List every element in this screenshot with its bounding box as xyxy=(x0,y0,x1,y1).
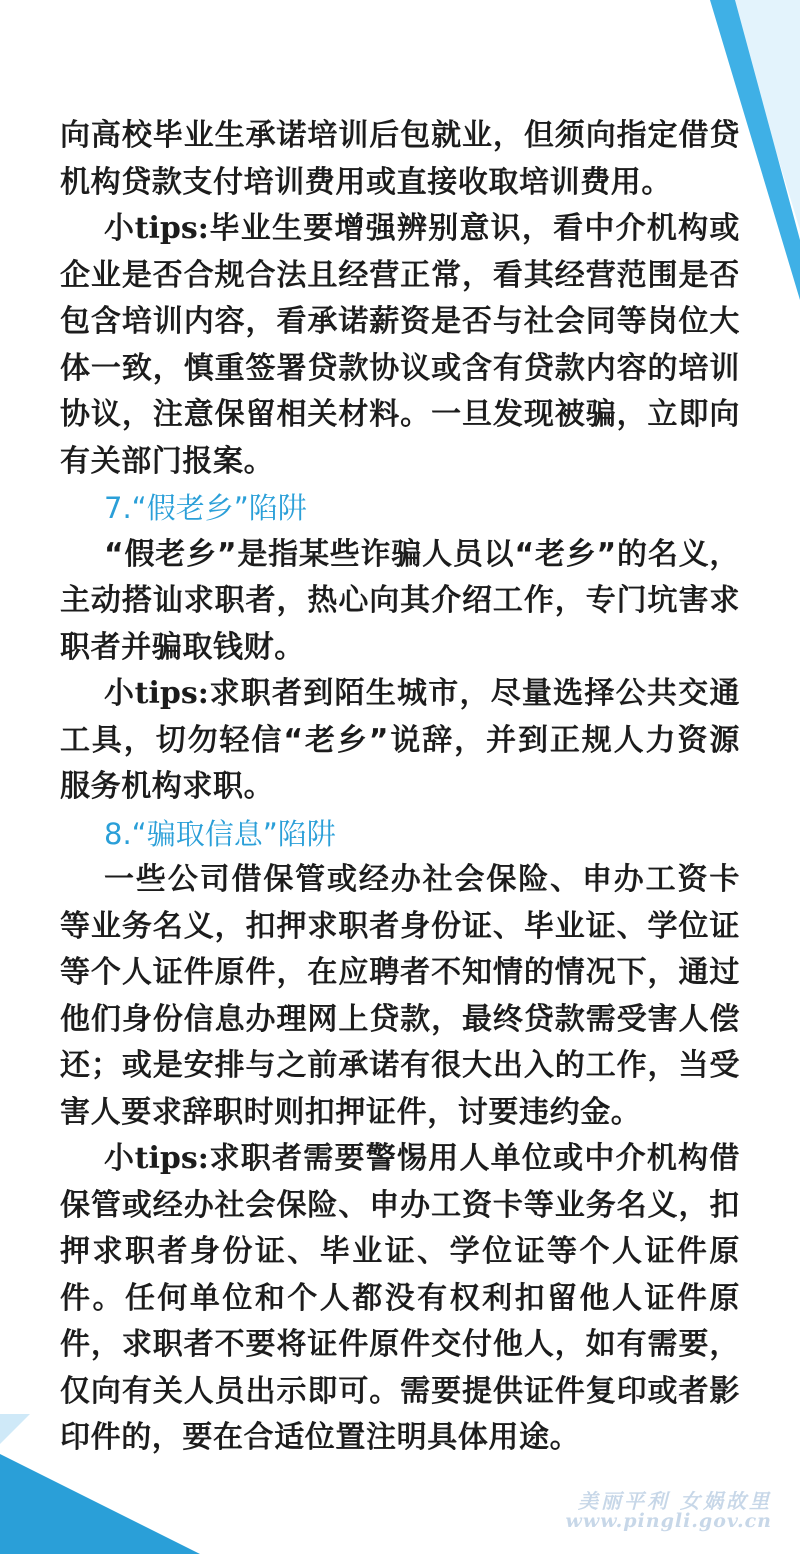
tip-label: 小tips: xyxy=(104,1141,209,1176)
bottom-left-light-band xyxy=(0,1414,30,1444)
bottom-left-stripe xyxy=(0,1454,200,1554)
site-watermark xyxy=(565,1491,772,1532)
paragraph-info-fraud: 一些公司借保管或经办社会保险、申办工资卡等业务名义，扣押求职者身份证、毕业证、学位证等个人证件原件，在应聘者不知情的情况下，通过他们身份信息办理网上贷款，最终贷款需受害人偿还；或是安排与之前承诺有很大出入的工作，当受害人要求辞职时则扣押证件，讨要违约金。 xyxy=(60,862,740,1130)
tip-label: 小tips: xyxy=(104,211,209,246)
tip-paragraph-3 xyxy=(60,1136,740,1462)
section-heading-7: 7.“假老乡”陷阱 xyxy=(104,491,307,525)
paragraph-fake-hometown: “假老乡”是指某些诈骗人员以“老乡”的名义，主动搭讪求职者，热心向其介绍工作，专门坑害求职者并骗取钱财。 xyxy=(60,536,740,665)
tip-paragraph-2 xyxy=(60,671,740,811)
tip-text: 毕业生要增强辨别意识，看中介机构或企业是否合规合法且经营正常，看其经营范围是否包含培训内容，看承诺薪资是否与社会同等岗位大体一致，慎重签署贷款协议或含有贷款内容的培训协议，注意保留相关材料。一旦发现被骗，立即向有关部门报案。 xyxy=(60,211,740,479)
article-body xyxy=(60,113,740,1462)
tip-text: 求职者需要警惕用人单位或中介机构借保管或经办社会保险、申办工资卡等业务名义，扣押求职者身份证、毕业证、学位证等个人证件原件。任何单位和个人都没有权利扣留他人证件原件，求职者不要将证件原件交付他人，如有需要，仅向有关人员出示即可。需要提供证件复印或者影印件的，要在合适位置注明具体用途。 xyxy=(60,1141,740,1455)
tip-paragraph-1 xyxy=(60,206,740,485)
tip-text: 求职者到陌生城市，尽量选择公共交通工具，切勿轻信“老乡”说辞，并到正规人力资源服务机构求职。 xyxy=(60,676,740,804)
section-heading-8: 8.“骗取信息”陷阱 xyxy=(104,816,336,851)
watermark-url: www.pingli.gov.cn xyxy=(565,1510,772,1533)
paragraph-continued: 向高校毕业生承诺培训后包就业，但须向指定借贷机构贷款支付培训费用或直接收取培训费用。 xyxy=(60,118,740,200)
tip-label: 小tips: xyxy=(104,676,209,711)
watermark-slogan: 美丽平利 女娲故里 xyxy=(578,1489,772,1514)
